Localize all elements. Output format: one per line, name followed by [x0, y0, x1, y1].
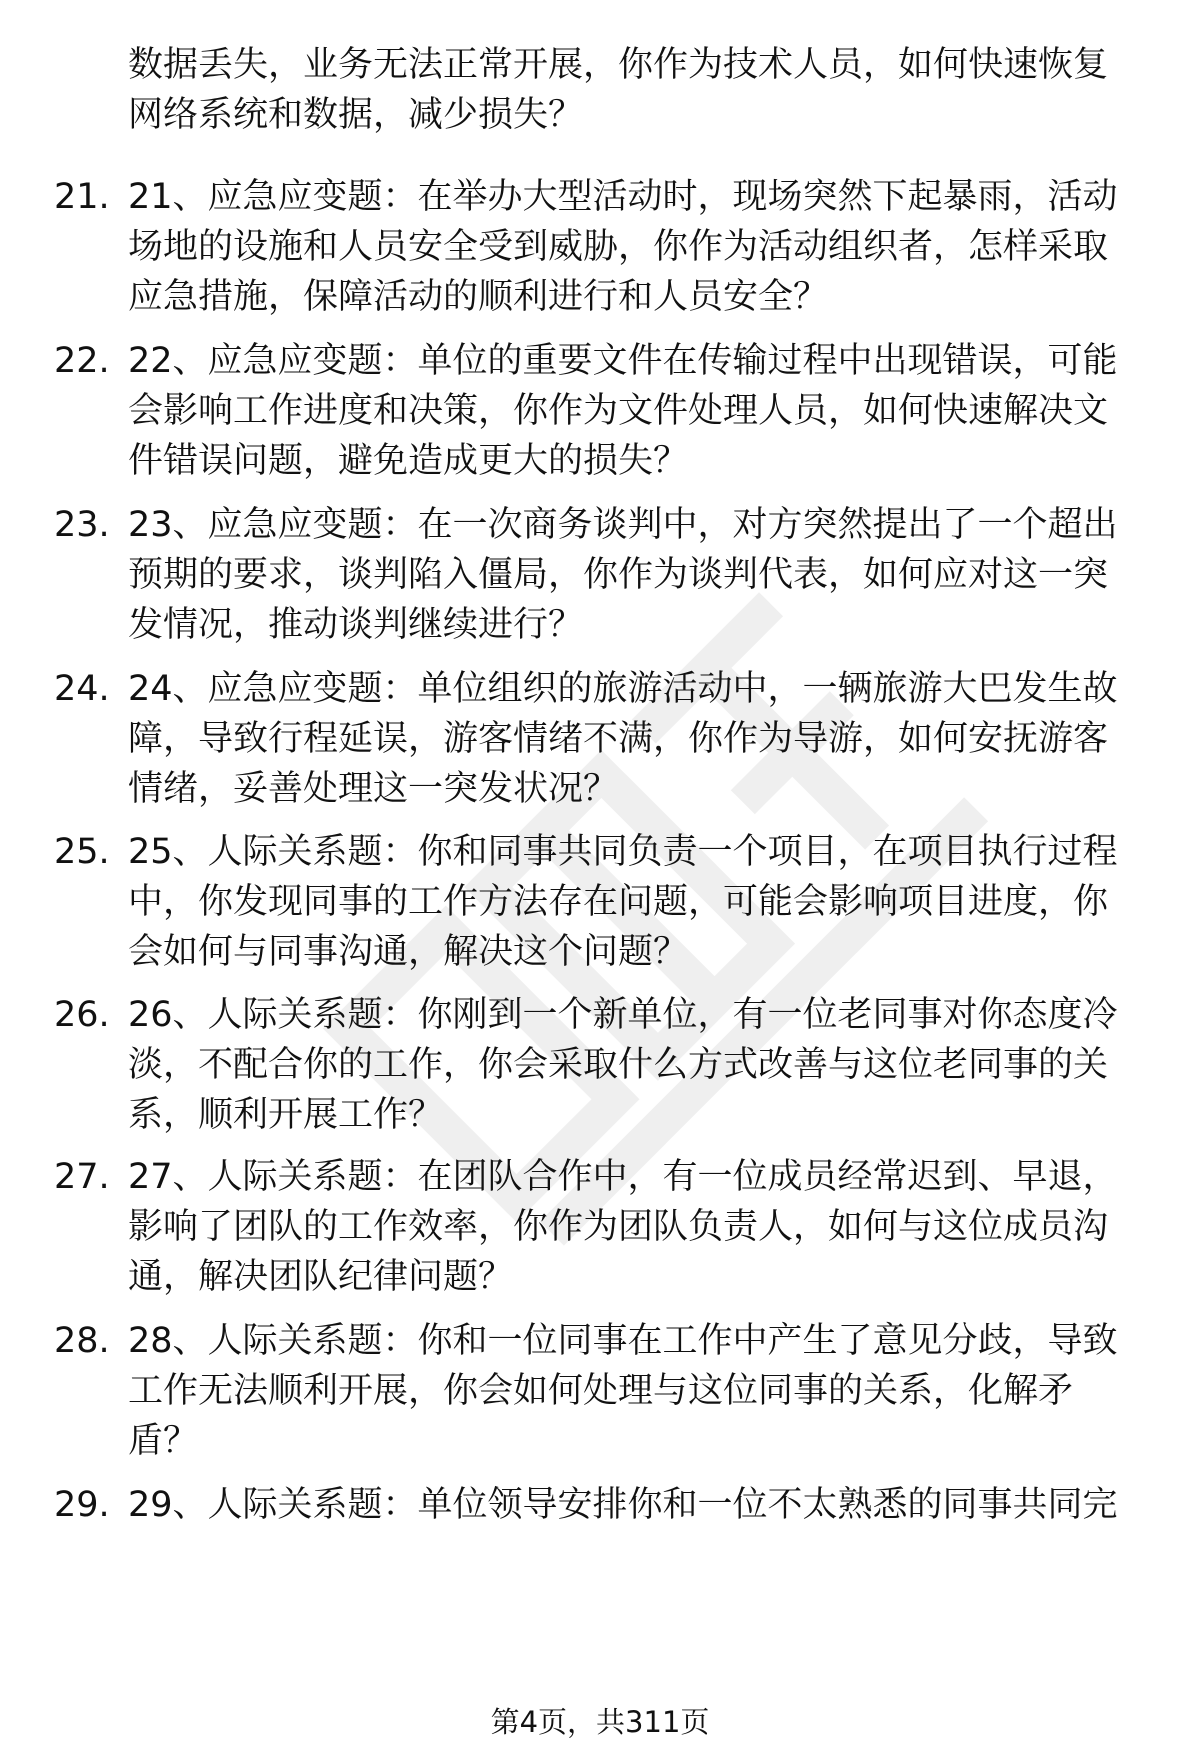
text-line: 通，解决团队纪律问题？ [128, 1257, 514, 1297]
text-line: 发情况，推动谈判继续进行？ [128, 605, 584, 645]
item-text [128, 1316, 1148, 1466]
item-text [128, 664, 1148, 814]
item-number: 28. [54, 1321, 110, 1361]
text-line: 障，导致行程延误，游客情绪不满，你作为导游，如何安抚游客 [128, 719, 1109, 759]
text-line: 预期的要求，谈判陷入僵局，你作为谈判代表，如何应对这一突 [128, 555, 1109, 595]
continuation-text [128, 40, 1148, 140]
text-line: 25、人际关系题：你和同事共同负责一个项目，在项目执行过程 [128, 832, 1118, 872]
item-number: 23. [54, 505, 110, 545]
text-line: 盾？ [128, 1421, 199, 1461]
text-line: 23、应急应变题：在一次商务谈判中，对方突然提出了一个超出 [128, 505, 1118, 545]
page-footer: 第4页，共311页 [490, 1705, 710, 1739]
item-number: 29. [54, 1485, 110, 1525]
text-line: 26、人际关系题：你刚到一个新单位，有一位老同事对你态度冷 [128, 995, 1118, 1035]
item-number: 26. [54, 995, 110, 1035]
text-line: 网络系统和数据，减少损失？ [128, 95, 584, 135]
text-line: 27、人际关系题：在团队合作中，有一位成员经常迟到、早退， [128, 1157, 1118, 1197]
item-number: 22. [54, 341, 110, 381]
text-line: 会影响工作进度和决策，你作为文件处理人员，如何快速解决文 [128, 391, 1109, 431]
item-text [128, 990, 1148, 1140]
item-number: 21. [54, 177, 110, 217]
item-text [128, 336, 1148, 486]
text-line: 会如何与同事沟通，解决这个问题？ [128, 932, 689, 972]
text-line: 29、人际关系题：单位领导安排你和一位不太熟悉的同事共同完 [128, 1485, 1118, 1525]
text-line: 数据丢失，业务无法正常开展，你作为技术人员，如何快速恢复 [128, 45, 1109, 85]
item-text [128, 500, 1148, 650]
item-text [128, 1480, 1148, 1530]
text-line: 影响了团队的工作效率，你作为团队负责人，如何与这位成员沟 [128, 1207, 1109, 1247]
text-line: 工作无法顺利开展，你会如何处理与这位同事的关系，化解矛 [128, 1371, 1074, 1411]
text-line: 22、应急应变题：单位的重要文件在传输过程中出现错误，可能 [128, 341, 1118, 381]
item-text [128, 1152, 1148, 1302]
item-text [128, 827, 1148, 977]
text-line: 应急措施，保障活动的顺利进行和人员安全？ [128, 277, 829, 317]
text-line: 淡，不配合你的工作，你会采取什么方式改善与这位老同事的关 [128, 1045, 1109, 1085]
text-line: 场地的设施和人员安全受到威胁，你作为活动组织者，怎样采取 [128, 227, 1109, 267]
item-number: 27. [54, 1157, 110, 1197]
item-number: 24. [54, 669, 110, 709]
text-line: 28、人际关系题：你和一位同事在工作中产生了意见分歧，导致 [128, 1321, 1118, 1361]
text-line: 系，顺利开展工作？ [128, 1095, 444, 1135]
text-line: 中，你发现同事的工作方法存在问题，可能会影响项目进度，你 [128, 882, 1109, 922]
text-line: 件错误问题，避免造成更大的损失？ [128, 441, 689, 481]
item-text [128, 172, 1148, 322]
text-line: 24、应急应变题：单位组织的旅游活动中，一辆旅游大巴发生故 [128, 669, 1118, 709]
text-line: 21、应急应变题：在举办大型活动时，现场突然下起暴雨，活动 [128, 177, 1118, 217]
text-line: 情绪，妥善处理这一突发状况？ [128, 769, 619, 809]
item-number: 25. [54, 832, 110, 872]
